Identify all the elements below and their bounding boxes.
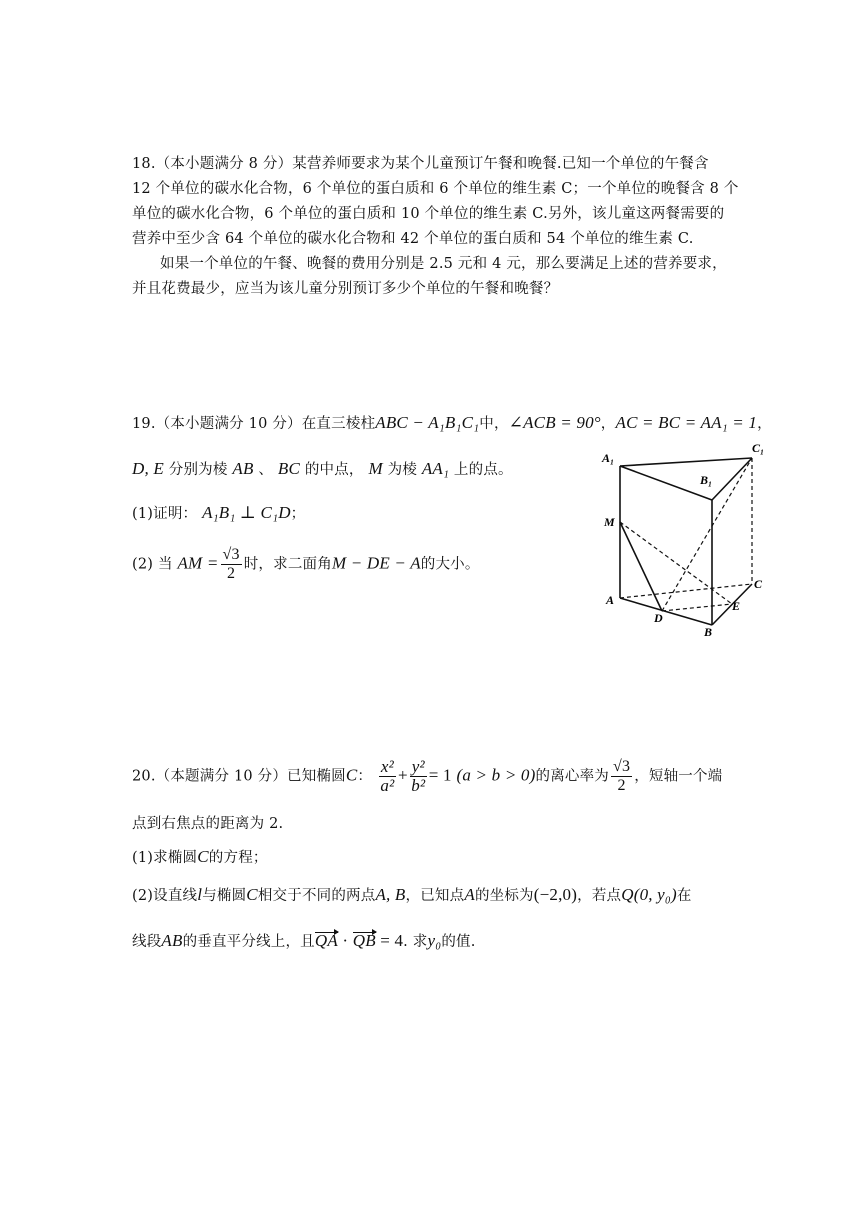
q19-part2-angle: M − DE − A [331, 553, 421, 573]
q19-sep: ， [600, 416, 616, 432]
q19-m: M [368, 459, 383, 478]
q20-x2-over-a2 [379, 758, 396, 795]
q20-eq: = 1 [428, 765, 452, 785]
q19-part-2 [132, 546, 480, 583]
q20-p2-d: ，已知点 [405, 888, 465, 904]
q18-line-1: 18.（本小题满分 8 分）某营养师要求为某个儿童预订午餐和晚餐.已知一个单位的午餐含 [132, 156, 709, 172]
frac-numerator: √3 [222, 546, 240, 563]
q19-line-2 [132, 458, 513, 479]
q20-p2-A: A [464, 885, 475, 904]
label-b1: B₁ [700, 473, 713, 487]
q20-vector-qa: QA [314, 931, 338, 950]
q20-p2-cc: 相交于不同的两点 [257, 888, 376, 904]
q20-prefix: 20.（本题满分 10 分）已知椭圆 [132, 768, 346, 785]
q20-vector-qb: QB [352, 931, 376, 950]
q18-line-5: 如果一个单位的午餐、晚餐的费用分别是 2.5 元和 4 元，那么要满足上述的营养要求， [160, 256, 727, 272]
q20-c: C [345, 765, 358, 785]
q20-l4-eq: = 4 [375, 931, 404, 950]
q20-l4-d: 的值. [441, 934, 476, 950]
q20-l4-a: 线段 [132, 934, 162, 950]
q18-line-6: 并且花费最少，应当为该儿童分别预订多少个单位的午餐和晚餐？ [132, 281, 559, 297]
q19-mid: 中， [479, 416, 509, 432]
q19-part2-label: (2) 当 [132, 556, 178, 573]
q19-part2-lhs: AM = [177, 553, 219, 573]
frac-denominator: a² [380, 776, 395, 795]
q20-part1-a: (1)求椭圆 [132, 850, 198, 866]
q20-ecc-frac [611, 758, 632, 795]
q20-p2-f: ，若点 [577, 888, 622, 904]
q19-t4: 为棱 [382, 462, 422, 478]
q19-part1-math: A₁B₁ ⊥ C₁D [202, 503, 291, 522]
q19-sqrt3-over-2 [221, 546, 242, 583]
q20-ecc-text: 的离心率为 [535, 768, 609, 785]
q20-p2-a: (2)设直线 [132, 888, 198, 904]
q20-part1-c: C [197, 847, 209, 866]
q20-tail: ，短轴一个端 [634, 768, 723, 785]
q20-l4-b: 的垂直平分线上，且 [182, 934, 315, 950]
label-a1: A₁ [602, 451, 615, 465]
q20-p2-e: 的坐标为 [474, 888, 534, 904]
q20-l4-y0: y₀ [427, 931, 442, 950]
frac-numerator: y² [411, 757, 425, 776]
q20-p2-l: l [197, 885, 203, 904]
q19-prism: ABC − A₁B₁C₁ [375, 413, 480, 432]
q20-line-1 [132, 758, 722, 795]
frac-numerator: x² [380, 757, 394, 776]
label-e: E [732, 599, 741, 613]
q19-part-1 [132, 502, 305, 523]
q20-l4-ab: AB [161, 931, 183, 950]
label-a: A [606, 593, 615, 607]
q19-end: ， [757, 416, 772, 432]
q20-l4-c: . 求 [403, 934, 428, 950]
q18-line-4: 营养中至少含 64 个单位的碳水化合物和 42 个单位的蛋白质和 54 个单位的维生素 C. [132, 231, 694, 247]
q20-dot: · [337, 931, 353, 950]
frac-denominator: 2 [227, 565, 236, 582]
q19-ab: AB [232, 459, 254, 478]
prism-figure [596, 440, 776, 640]
q18-line-3: 单位的碳水化合物，6 个单位的蛋白质和 10 个单位的维生素 C.另外，该儿童这两餐需要的 [132, 206, 725, 222]
q19-lengths: AC = BC = AA₁ = 1 [615, 413, 758, 432]
label-m: M [604, 515, 615, 529]
q19-bc: BC [277, 459, 301, 478]
frac-denominator: b² [411, 776, 426, 795]
q19-t2: 、 [253, 462, 278, 478]
label-c: C [754, 577, 763, 591]
label-b: B [704, 625, 713, 639]
q20-p2-q: Q(0, y₀) [621, 885, 677, 904]
q20-y2-over-b2 [410, 758, 427, 795]
q18-line-2: 12 个单位的碳水化合物，6 个单位的蛋白质和 6 个单位的维生素 C；一个单位的晚餐含 8 个 [132, 181, 739, 197]
q19-aa1: AA₁ [421, 459, 450, 478]
q19-line-1 [132, 412, 772, 433]
q19-part2-end: 的大小。 [420, 556, 480, 573]
q20-plus: + [397, 765, 408, 785]
q19-t3: 的中点， [300, 462, 369, 478]
q19-angle: ∠ACB = 90° [508, 413, 601, 432]
q19-prefix: 19.（本小题满分 10 分）在直三棱柱 [132, 416, 376, 432]
q20-p2-ab: A, B [375, 885, 406, 904]
q20-part-1 [132, 846, 268, 867]
frac-denominator: 2 [617, 777, 626, 794]
q20-part-2 [132, 884, 692, 905]
q19-part1-label: (1)证明： [132, 506, 198, 522]
q20-p2-coord: (−2,0) [533, 885, 578, 904]
q19-t5: 上的点。 [449, 462, 513, 478]
label-d: D [654, 611, 663, 625]
q20-part1-end: 的方程； [208, 850, 268, 866]
label-c1: C₁ [752, 441, 765, 455]
frac-numerator: √3 [613, 758, 631, 775]
q19-part1-end: ； [290, 506, 306, 522]
q19-de: D, E [132, 459, 164, 478]
q20-p2-c: C [246, 885, 258, 904]
q20-p2-b: 与椭圆 [202, 888, 247, 904]
q20-colon: ： [357, 768, 373, 785]
q20-p2-g: 在 [676, 888, 692, 904]
q19-part2-mid: 时，求二面角 [243, 556, 332, 573]
q19-t1: 分别为棱 [163, 462, 233, 478]
q20-line-4 [132, 930, 476, 951]
q20-line-2: 点到右焦点的距离为 2. [132, 816, 284, 832]
q20-condition: (a > b > 0) [456, 765, 536, 785]
